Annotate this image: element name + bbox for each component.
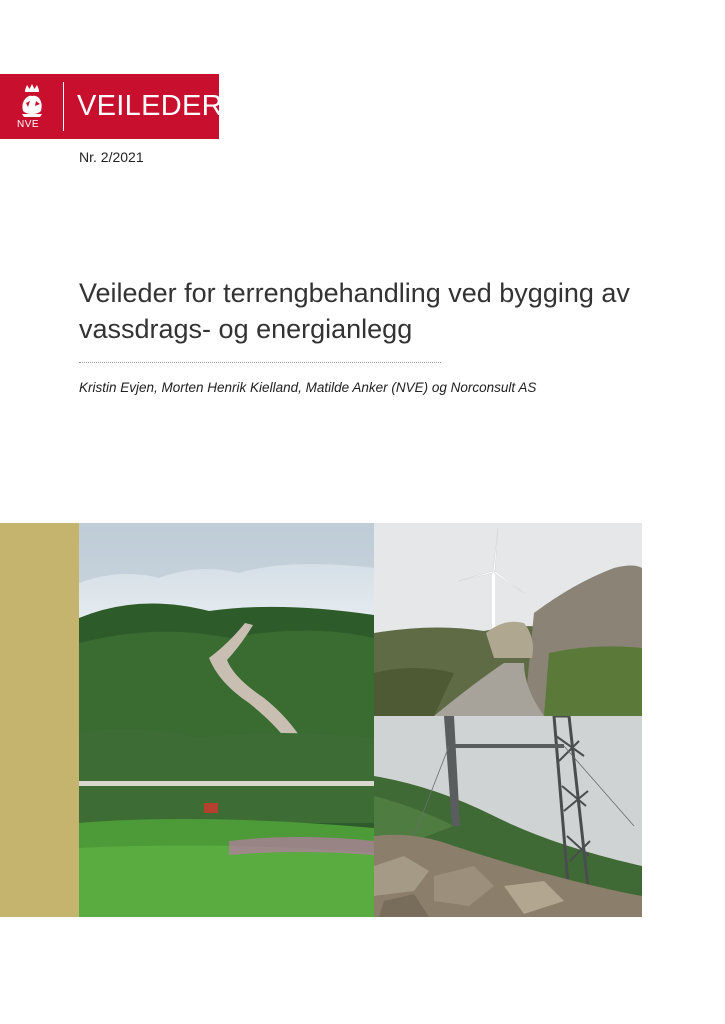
brand-word: VEILEDER [77,90,223,122]
accent-band [0,523,79,917]
dotted-divider [79,362,441,363]
nve-crest-icon [14,81,50,133]
authors-line: Kristin Evjen, Morten Henrik Kielland, Matilde Anker (NVE) og Norconsult AS [79,380,537,395]
brand-bar [0,74,223,139]
landslide-valley-photo [79,523,374,917]
logo-text: NVE [17,119,40,130]
report-number: Nr. 2/2021 [79,149,144,165]
wind-turbine-road-photo [374,523,642,716]
logo-divider [63,82,64,131]
document-title: Veileder for terrengbehandling ved bygging av vassdrags- og energianlegg [79,278,630,344]
power-pylon-photo [374,716,642,917]
